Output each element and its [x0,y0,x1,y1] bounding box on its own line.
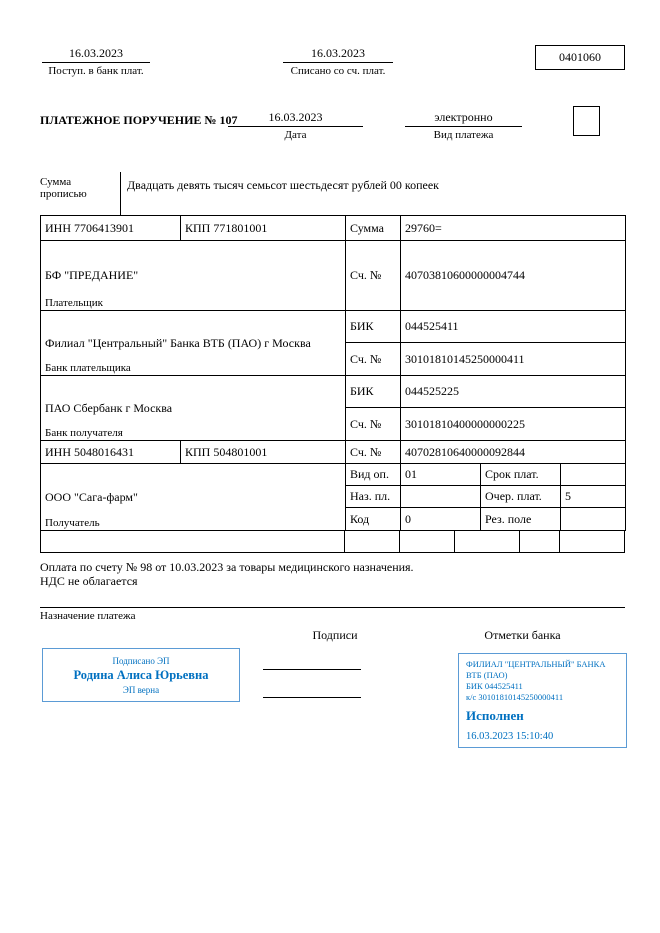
extra-fields-row [40,531,625,553]
purpose-line-2: НДС не облагается [40,574,138,588]
payee-label: Получатель [45,517,100,529]
ocher-plat-value: 5 [561,486,626,508]
kod-label: Код [346,508,401,531]
payee-account: 40702810640000092844 [401,441,626,464]
date-label: Дата [284,129,307,141]
payee-bank-account: 30101810400000000225 [401,408,626,441]
received-date: 16.03.2023 [42,46,150,63]
payer-name: БФ "ПРЕДАНИЕ" [45,268,139,282]
extra-field-6 [560,531,625,553]
form-code-box: 0401060 [535,45,625,70]
payer-bank-name: Филиал "Центральный" Банка ВТБ (ПАО) г Москва [45,335,311,350]
bank-stamp-line4: к/с 30101810145250000411 [466,692,564,703]
srok-plat-label: Срок плат. [481,464,561,486]
ocher-plat-label: Очер. плат. [481,486,561,508]
debited-date-label: Списано со сч. плат. [290,65,386,77]
purpose-line-1: Оплата по счету № 98 от 10.03.2023 за товары медицинского назначения. [40,560,414,574]
payee-account-label: Сч. № [346,441,401,464]
payment-kind-value: электронно [405,110,522,127]
payee-kpp: КПП 504801001 [181,441,346,464]
bank-stamp-datetime: 16.03.2023 15:10:40 [466,731,554,743]
sum-in-words-label-line2: прописью [40,188,87,200]
srok-plat-value [561,464,626,486]
bank-stamp-status: Исполнен [466,708,524,724]
bank-stamp-line1: ФИЛИАЛ "ЦЕНТРАЛЬНЫЙ" БАНКА [466,659,606,669]
payee-bank-account-label: Сч. № [346,408,401,441]
naz-pl-label: Наз. пл. [346,486,401,508]
date-block [228,110,363,141]
payer-inn: ИНН 7706413901 [41,216,181,241]
extra-field-5 [520,531,560,553]
payee-bank-bik: 044525225 [401,376,626,408]
payer-bank-account-label: Сч. № [346,343,401,376]
payment-type-code-box [573,106,600,136]
sum-in-words-label [40,172,120,215]
extra-field-1 [40,531,345,553]
sum-in-words-label-line1: Сумма [40,176,72,188]
payee-inn: ИНН 5048016431 [41,441,181,464]
signature-line-1 [263,669,361,670]
rez-pole-value [561,508,626,531]
signature-stamp-top: Подписано ЭП [112,655,170,666]
debited-date: 16.03.2023 [283,46,393,63]
payer-bank-label: Банк плательщика [45,362,131,374]
received-date-block [42,46,150,77]
sum-label: Сумма [346,216,401,241]
payer-bank-account: 30101810145250000411 [401,343,626,376]
payment-kind-label: Вид платежа [433,129,494,141]
payee-cell [41,464,346,531]
payee-bank-name: ПАО Сбербанк г Москва [45,400,173,415]
signatures-label: Подписи [312,628,358,642]
payee-bank-label: Банк получателя [45,427,123,439]
naz-pl-value [401,486,481,508]
payment-kind-block [405,110,522,141]
payer-account-label: Сч. № [346,241,401,311]
signature-stamp [42,648,240,702]
received-date-label: Поступ. в банк плат. [48,65,144,77]
signature-line-2 [263,697,361,698]
bank-stamp-line2: ВТБ (ПАО) [466,670,508,681]
payer-bank-cell [41,311,346,376]
sum-in-words-row [40,172,625,215]
payer-label: Плательщик [45,297,103,309]
bank-stamp-line3: БИК 044525411 [466,681,523,692]
vid-op-label: Вид оп. [346,464,401,486]
date-value: 16.03.2023 [228,110,363,127]
bank-stamp [458,653,627,748]
requisites-table [40,215,626,531]
payee-bank-bik-label: БИК [346,376,401,408]
document-title: ПЛАТЕЖНОЕ ПОРУЧЕНИЕ № 107 [40,113,238,127]
debited-date-block [283,46,393,77]
purpose-divider [40,607,625,608]
payee-bank-cell [41,376,346,441]
sum-in-words-value: Двадцать девять тысяч семьсот шестьдесят рублей 00 копеек [120,172,625,215]
vid-op-value: 01 [401,464,481,486]
extra-field-3 [400,531,455,553]
payer-account: 40703810600000004744 [401,241,626,311]
bank-marks-label: Отметки банка [484,628,561,642]
payer-bank-bik: 044525411 [401,311,626,343]
signature-stamp-bottom: ЭП верна [122,684,160,695]
sum-value: 29760= [401,216,626,241]
extra-field-2 [345,531,400,553]
payer-bank-bik-label: БИК [346,311,401,343]
kod-value: 0 [401,508,481,531]
payee-name: ООО "Сага-фарм" [45,489,138,504]
signatory-name: Родина Алиса Юрьевна [73,667,209,682]
extra-field-4 [455,531,520,553]
rez-pole-label: Рез. поле [481,508,561,531]
payer-cell [41,241,346,311]
purpose-text [40,560,625,588]
purpose-label: Назначение платежа [40,610,136,622]
payer-kpp: КПП 771801001 [181,216,346,241]
